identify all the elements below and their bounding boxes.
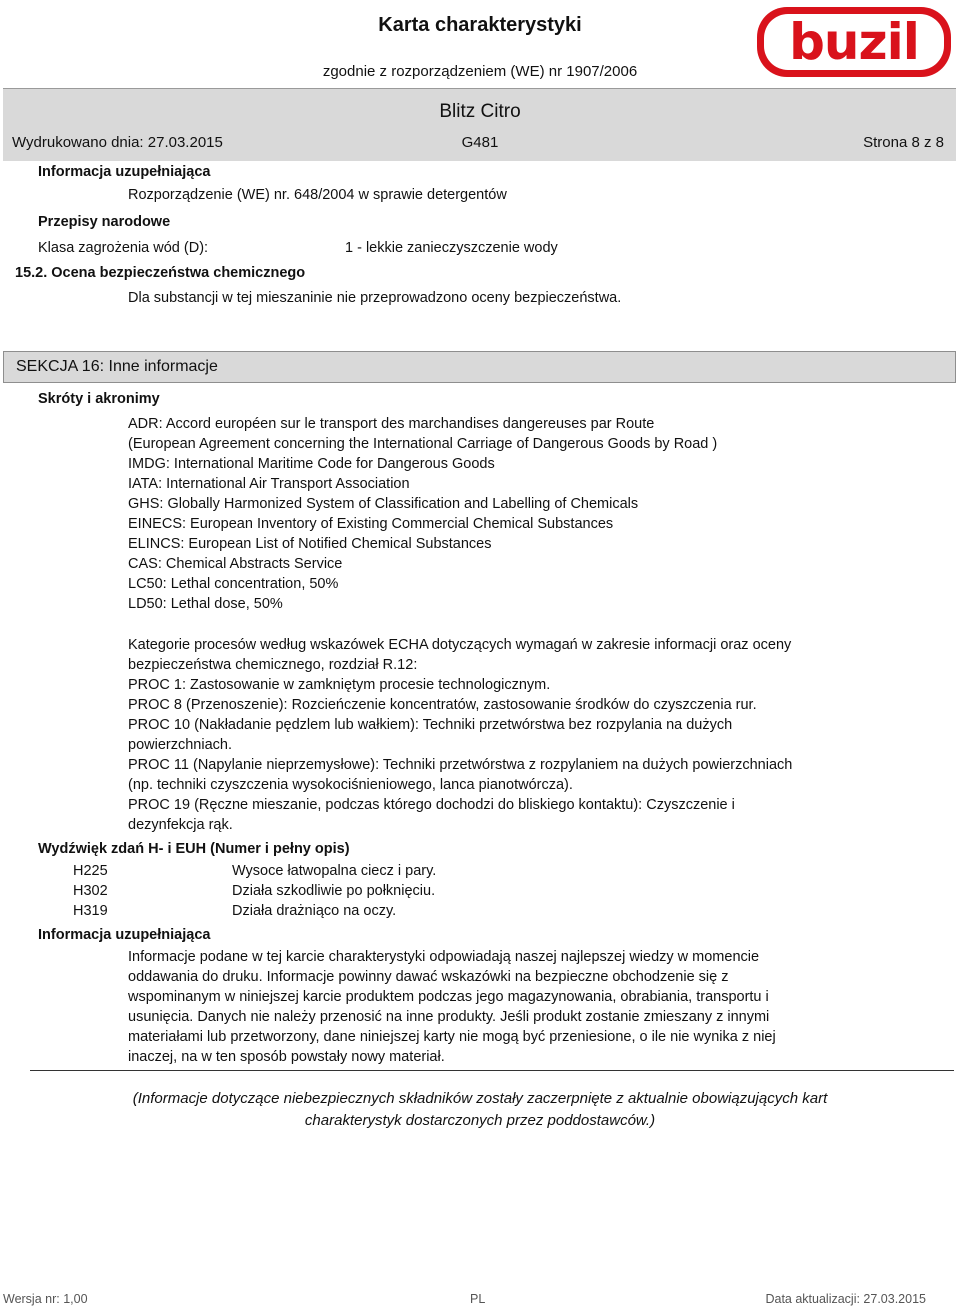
proc-line: PROC 1: Zastosowanie w zamkniętym procesie technologicznym. xyxy=(128,677,551,693)
abbreviation-item: EINECS: European Inventory of Existing Commercial Chemical Substances xyxy=(128,516,614,532)
sources-note-line: (Informacje dotyczące niebezpiecznych składników zostały zaczerpnięte z aktualnie obowiązujących kart xyxy=(132,1090,828,1107)
chemical-safety-heading: 15.2. Ocena bezpieczeństwa chemicznego xyxy=(15,265,306,281)
sources-note xyxy=(60,1088,900,1132)
logo-lettering: buzil xyxy=(789,13,919,71)
version-number: Wersja nr: 1,00 xyxy=(3,1292,88,1306)
supp-line: oddawania do druku. Informacje powinny dawać wskazówki na bezpieczne obchodzenie się z xyxy=(128,969,729,985)
proc-line: PROC 8 (Przenoszenie): Rozcieńczenie koncentratów, zastosowanie środków do czyszczenia rur. xyxy=(128,697,757,713)
abbreviation-item: IATA: International Air Transport Association xyxy=(128,476,410,492)
abbreviations-list xyxy=(128,414,717,614)
abbreviation-item: IMDG: International Maritime Code for Dangerous Goods xyxy=(128,456,495,472)
proc-line: PROC 19 (Ręczne mieszanie, podczas którego dochodzi do bliskiego kontaktu): Czyszczenie i xyxy=(128,797,735,813)
supplementary-info-heading-2: Informacja uzupełniająca xyxy=(38,927,211,943)
abbreviation-item: ELINCS: European List of Notified Chemical Substances xyxy=(128,536,492,552)
supp-line: usunięcia. Danych nie należy przenosić na inne produkty. Jeśli produkt zostanie zmieszany z innymi xyxy=(128,1009,770,1025)
proc-line: (np. techniki czyszczenia wysokociśnieniowego, lanca pianotwórcza). xyxy=(128,777,573,793)
water-hazard-value: 1 - lekkie zanieczyszczenie wody xyxy=(345,240,558,256)
buzil-logo xyxy=(756,6,952,78)
supp-line: Informacje podane w tej karcie charakterystyki odpowiadają naszej najlepszej wiedzy w momencie xyxy=(128,949,760,965)
detergent-regulation: Rozporządzenie (WE) nr. 648/2004 w sprawie detergentów xyxy=(128,187,507,203)
regulation-subtitle: zgodnie z rozporządzeniem (WE) nr 1907/2006 xyxy=(322,63,638,80)
h-text: Działa drażniąco na oczy. xyxy=(232,903,397,919)
document-title: Karta charakterystyki xyxy=(378,14,582,36)
abbreviation-item: (European Agreement concerning the International Carriage of Dangerous Goods by Road ) xyxy=(128,436,718,452)
h-code: H225 xyxy=(73,863,108,879)
supplementary-info-text xyxy=(128,947,776,1067)
process-categories xyxy=(128,635,792,835)
abbreviations-heading: Skróty i akronimy xyxy=(38,391,160,407)
abbreviation-item: LC50: Lethal concentration, 50% xyxy=(128,576,339,592)
national-regulations-heading: Przepisy narodowe xyxy=(38,214,171,230)
h-code: H319 xyxy=(73,903,108,919)
chemical-safety-text: Dla substancji w tej mieszaninie nie przeprowadzono oceny bezpieczeństwa. xyxy=(128,290,622,306)
page-number: Strona 8 z 8 xyxy=(863,134,944,151)
supplementary-info-heading: Informacja uzupełniająca xyxy=(38,164,211,180)
divider xyxy=(30,1070,954,1071)
language-code: PL xyxy=(470,1292,486,1306)
printed-date: Wydrukowano dnia: 27.03.2015 xyxy=(12,134,223,151)
update-date: Data aktualizacji: 27.03.2015 xyxy=(765,1292,926,1306)
supp-line: inaczej, na w ten sposób powstały nowy materiał. xyxy=(128,1049,445,1065)
h-statement-codes xyxy=(73,861,108,921)
proc-line: dezynfekcja rąk. xyxy=(128,817,233,833)
abbreviation-item: CAS: Chemical Abstracts Service xyxy=(128,556,343,572)
product-name: Blitz Citro xyxy=(439,101,521,122)
sources-note-line: charakterystyk dostarczonych przez poddostawców.) xyxy=(304,1112,656,1129)
h-text: Wysoce łatwopalna ciecz i pary. xyxy=(232,863,437,879)
h-text: Działa szkodliwie po połknięciu. xyxy=(232,883,436,899)
h-code: H302 xyxy=(73,883,108,899)
abbreviation-item: ADR: Accord européen sur le transport des marchandises dangereuses par Route xyxy=(128,416,655,432)
abbreviation-item: GHS: Globally Harmonized System of Classification and Labelling of Chemicals xyxy=(128,496,639,512)
supp-line: materiałami lub przetworzony, dane niniejszej karty nie mogą być przeniesione, o ile nie wynika z niej xyxy=(128,1029,776,1045)
abbreviation-item: LD50: Lethal dose, 50% xyxy=(128,596,283,612)
supp-line: wspominanym w niniejszej karcie produktem podczas jego magazynowania, obrabiania, transportu i xyxy=(128,989,769,1005)
proc-line: powierzchniach. xyxy=(128,737,232,753)
h-statement-texts xyxy=(232,861,436,921)
product-code: G481 xyxy=(461,134,499,151)
section-16-title: SEKCJA 16: Inne informacje xyxy=(16,358,218,375)
proc-line: PROC 11 (Napylanie nieprzemysłowe): Techniki przetwórstwa z rozpylaniem na dużych powierzchniach xyxy=(128,757,793,773)
proc-line: bezpieczeństwa chemicznego, rozdział R.12: xyxy=(128,657,418,673)
water-hazard-label: Klasa zagrożenia wód (D): xyxy=(38,240,209,256)
h-statements-heading: Wydźwięk zdań H- i EUH (Numer i pełny opis) xyxy=(38,841,350,857)
proc-line: Kategorie procesów według wskazówek ECHA dotyczących wymagań w zakresie informacji oraz oceny xyxy=(128,637,792,653)
proc-line: PROC 10 (Nakładanie pędzlem lub wałkiem): Techniki przetwórstwa bez rozpylania na dużych xyxy=(128,717,733,733)
